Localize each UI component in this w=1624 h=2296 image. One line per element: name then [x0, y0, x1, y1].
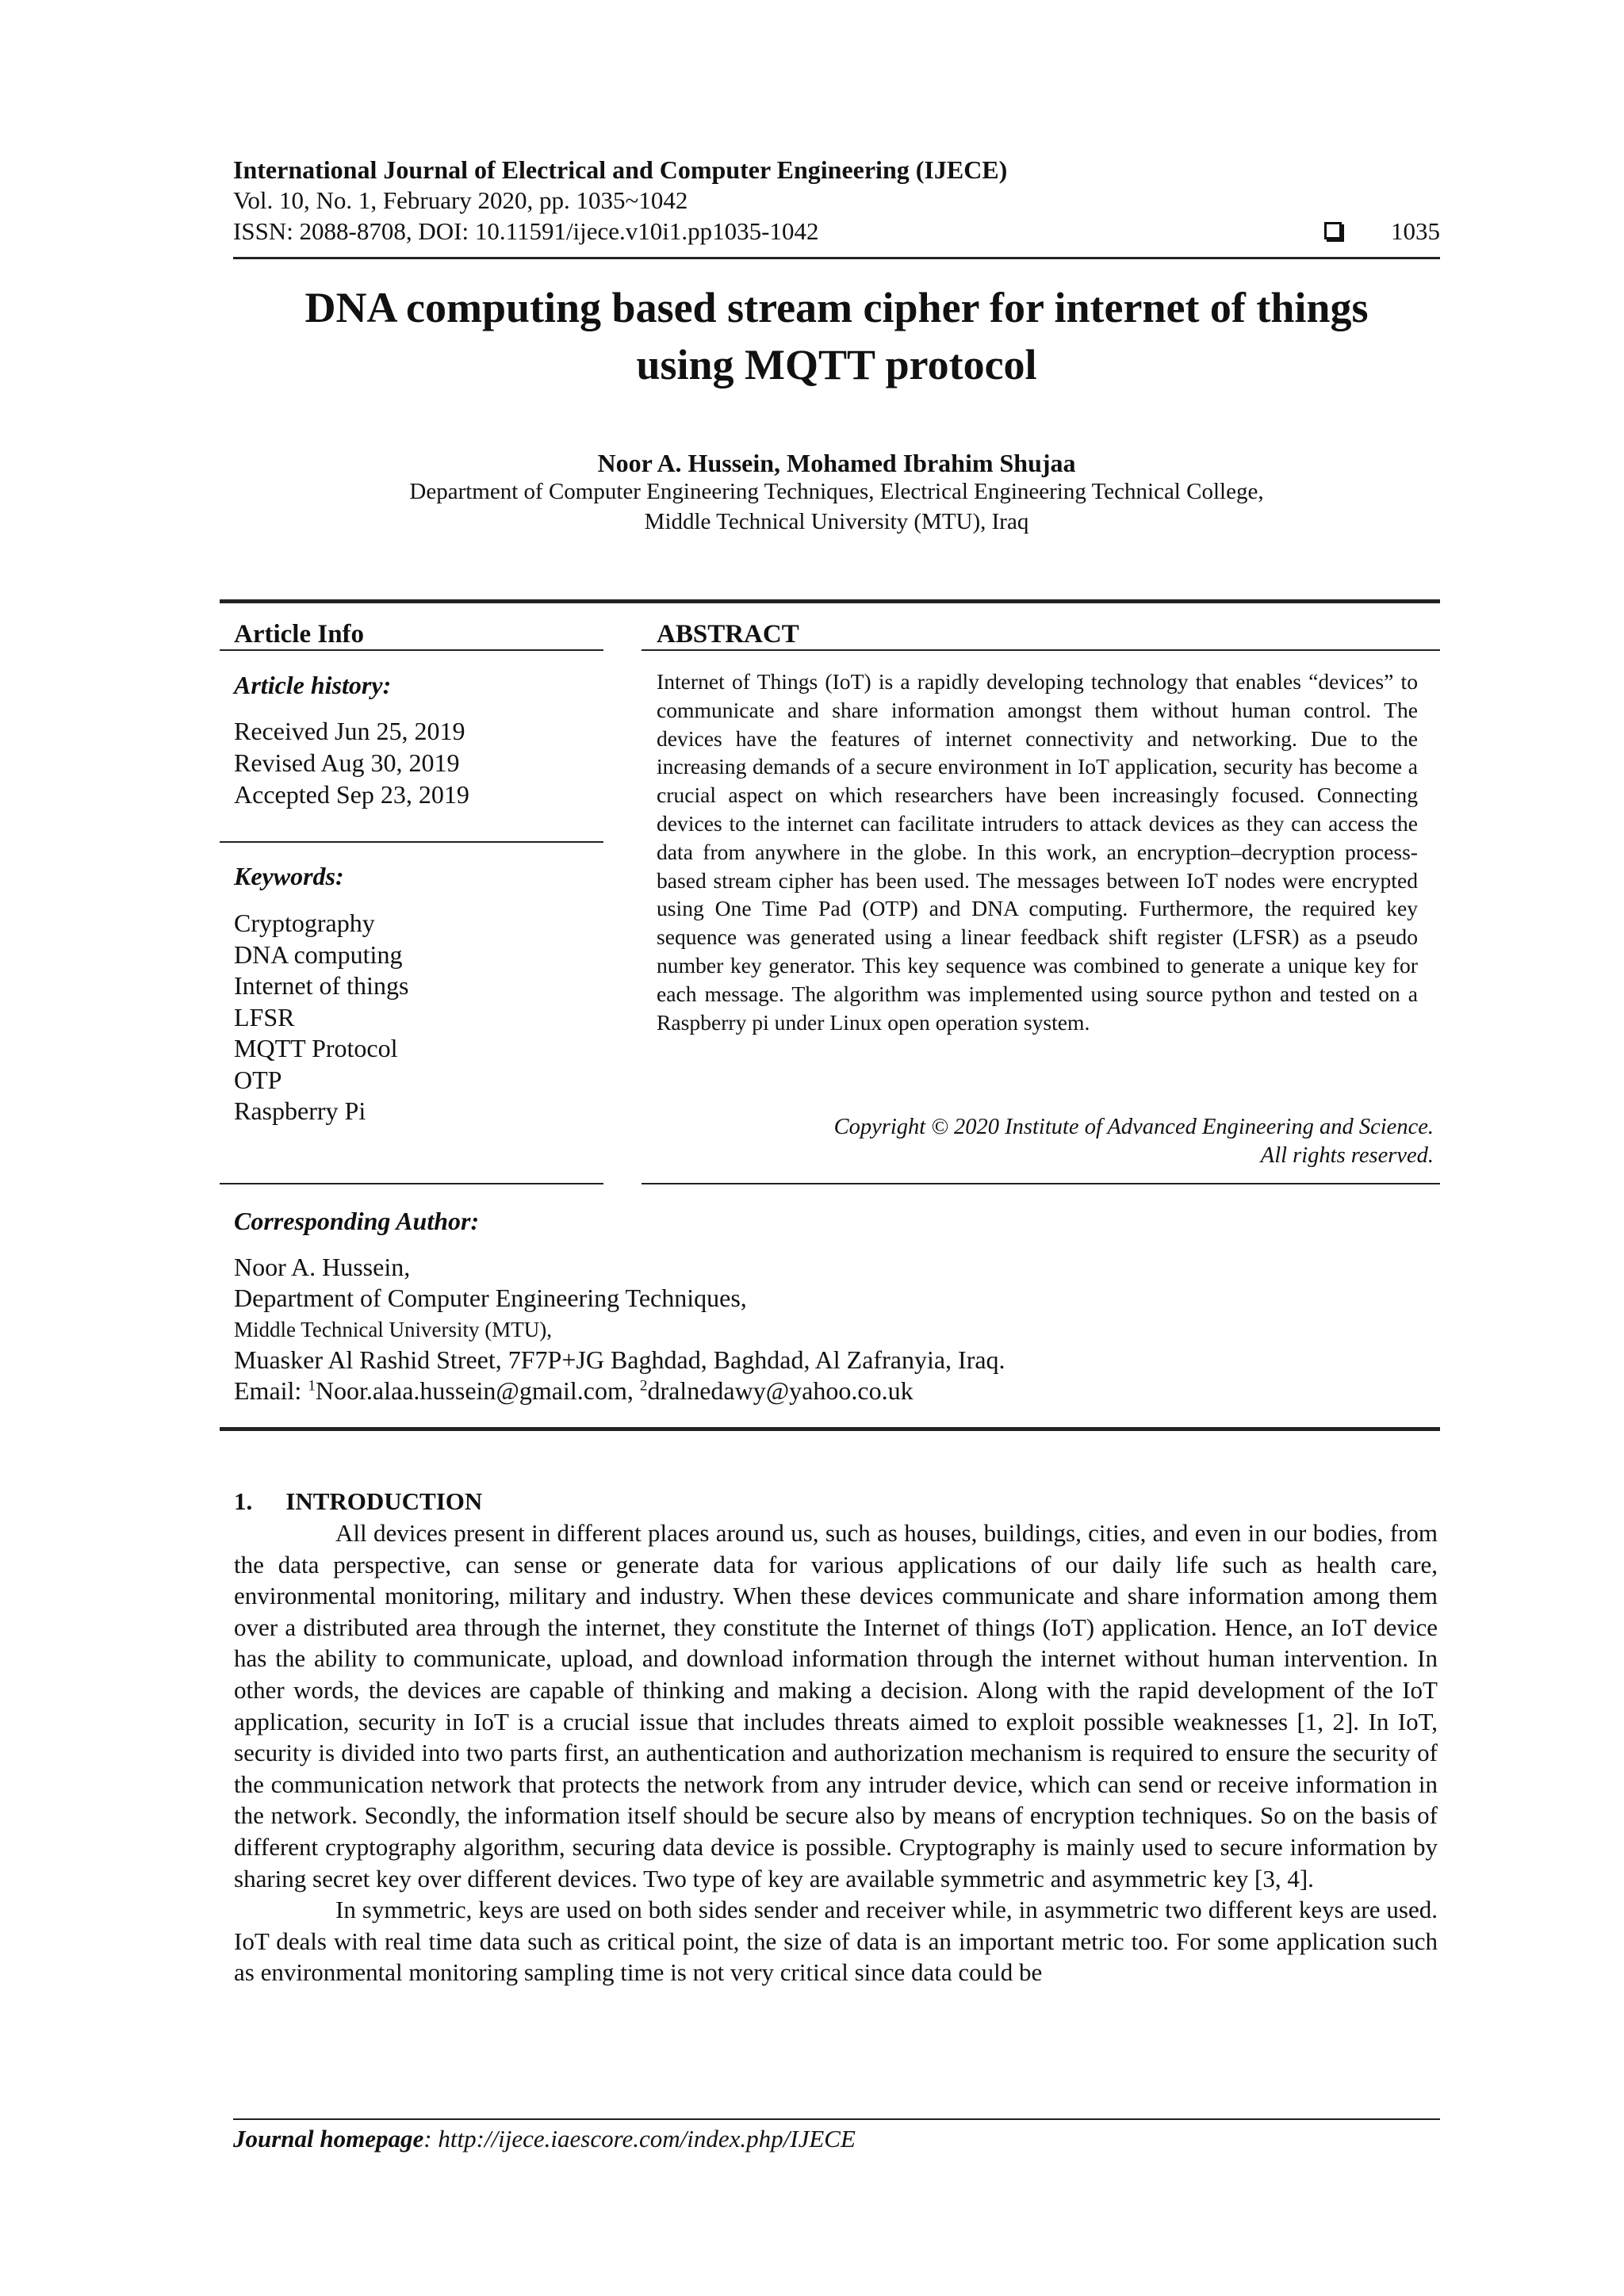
revised-date: Revised Aug 30, 2019	[234, 748, 460, 777]
email-link-2[interactable]: dralnedawy@yahoo.co.uk	[647, 1376, 914, 1405]
corresponding-author-heading: Corresponding Author:	[234, 1207, 480, 1235]
infobox-top-rule	[220, 599, 1440, 603]
introduction-body	[234, 1517, 1438, 1988]
copyright-line-2: All rights reserved.	[1260, 1143, 1434, 1168]
keywords-heading: Keywords:	[234, 862, 344, 890]
footer-label: Journal homepage	[233, 2125, 424, 2152]
section-heading-introduction	[234, 1487, 482, 1516]
introduction-paragraph-1: All devices present in different places around us, such as houses, buildings, cities, and even in our bodies, from the data perspective, can sense or generate data for various applications of our daily life such as health care, environmental monitoring, military and industry. When these devices communicate and share information among them over a distributed area through the internet, they constitute the Internet of things (IoT) application. Hence, an IoT device has the ability to communicate, upload, and download information through the internet without human intervention. In other words, the devices are capable of thinking and making a decision. Along with the rapid development of the IoT application, security in IoT is a crucial issue that includes threats aimed to exploit possible weaknesses [1, 2]. In IoT, security is divided into two parts first, an authentication and authorization mechanism is required to ensure the security of the communication network that protects the network from any intruder device, which can send or receive information in the network. Secondly, the information itself should be secure also by means of encryption techniques. So on the basis of different cryptography algorithm, securing data device is possible. Cryptography is mainly used to secure information by sharing secret key over different devices. Two type of key are available symmetric and asymmetric key [3, 4].	[234, 1519, 1438, 1892]
author-university: Middle Technical University (MTU),	[234, 1318, 553, 1341]
email-link-1[interactable]: Noor.alaa.hussein@gmail.com,	[315, 1376, 640, 1405]
email-superscript-2: 2	[639, 1377, 648, 1395]
keywords-bottom-rule	[220, 1183, 603, 1184]
journal-homepage-link[interactable]: http://ijece.iaescore.com/index.php/IJECE	[438, 2125, 856, 2152]
title-line-2: using MQTT protocol	[636, 341, 1037, 388]
email-superscript-1: 1	[308, 1377, 316, 1395]
keyword: Raspberry Pi	[234, 1096, 366, 1125]
footer-rule	[233, 2118, 1440, 2120]
page-number: 1035	[1391, 217, 1440, 245]
abstract-heading: ABSTRACT	[657, 620, 799, 649]
abstract-rule	[642, 649, 1440, 651]
issn-doi-line: ISSN: 2088-8708, DOI: 10.11591/ijece.v10i1.pp1035-1042	[233, 217, 819, 245]
keyword: Internet of things	[234, 971, 409, 1000]
email-label: Email:	[234, 1376, 308, 1405]
infobox-bottom-rule	[220, 1427, 1440, 1431]
author-department: Department of Computer Engineering Techniques,	[234, 1284, 747, 1312]
keywords-list	[234, 908, 408, 1127]
keyword: Cryptography	[234, 909, 375, 937]
journal-title: International Journal of Electrical and Computer Engineering (IJECE)	[233, 155, 1008, 184]
received-date: Received Jun 25, 2019	[234, 717, 465, 745]
journal-homepage-footer	[233, 2125, 856, 2153]
keyword: DNA computing	[234, 939, 403, 969]
footer-separator: :	[423, 2125, 439, 2152]
article-info-rule	[220, 649, 603, 651]
affiliation-line-2: Middle Technical University (MTU), Iraq	[644, 509, 1029, 534]
history-keywords-rule	[220, 841, 603, 843]
accepted-date: Accepted Sep 23, 2019	[234, 780, 469, 809]
header-rule	[233, 257, 1440, 259]
abstract-bottom-rule	[642, 1183, 1440, 1184]
introduction-paragraph-2: In symmetric, keys are used on both sides sender and receiver while, in asymmetric two different keys are used. IoT deals with real time data such as critical point, the size of data is an important metric too. For some application such as environmental monitoring sampling time is not very critical since data could be	[234, 1896, 1438, 1987]
section-title: INTRODUCTION	[285, 1487, 483, 1515]
paper-title	[233, 279, 1440, 393]
article-info-heading: Article Info	[234, 620, 365, 649]
affiliation-line-1: Department of Computer Engineering Techniques, Electrical Engineering Technical College,	[409, 479, 1264, 504]
author-name: Noor A. Hussein,	[234, 1253, 411, 1281]
keyword: OTP	[234, 1065, 282, 1094]
keyword: LFSR	[234, 1002, 295, 1031]
abstract-text: Internet of Things (IoT) is a rapidly developing technology that enables “devices” to communicate and share information amongst them without human control. The devices have the features of internet connectivity and networking. Due to the increasing demands of a secure environment in IoT application, security has become a crucial aspect on which researchers have been increasingly focused. Connecting devices to the internet can facilitate intruders to attack devices as they can access the data from anywhere in the globe. In this work, an encryption–decryption process-based stream cipher has been used. The messages between IoT nodes were encrypted using One Time Pad (OTP) and DNA computing. Furthermore, the required key sequence was generated using a linear feedback shift register (LFSR) as a pseudo number key generator. This key sequence was combined to generate a unique key for each message. The algorithm was implemented using source python and tested on a Raspberry pi under Linux open operation system.	[657, 669, 1418, 1035]
article-history-heading: Article history:	[234, 671, 392, 699]
keyword: MQTT Protocol	[234, 1034, 398, 1062]
copyright-line-1: Copyright © 2020 Institute of Advanced Engineering and Science.	[833, 1115, 1434, 1139]
author-email-line	[234, 1376, 914, 1406]
author-address: Muasker Al Rashid Street, 7F7P+JG Baghdad, Baghdad, Al Zafranyia, Iraq.	[234, 1345, 1005, 1374]
authors: Noor A. Hussein, Mohamed Ibrahim Shujaa	[597, 449, 1076, 477]
checkbox-square-icon	[1324, 222, 1342, 239]
title-line-1: DNA computing based stream cipher for internet of things	[304, 284, 1369, 331]
volume-line: Vol. 10, No. 1, February 2020, pp. 1035~1042	[233, 186, 688, 214]
section-number: 1.	[234, 1487, 253, 1515]
